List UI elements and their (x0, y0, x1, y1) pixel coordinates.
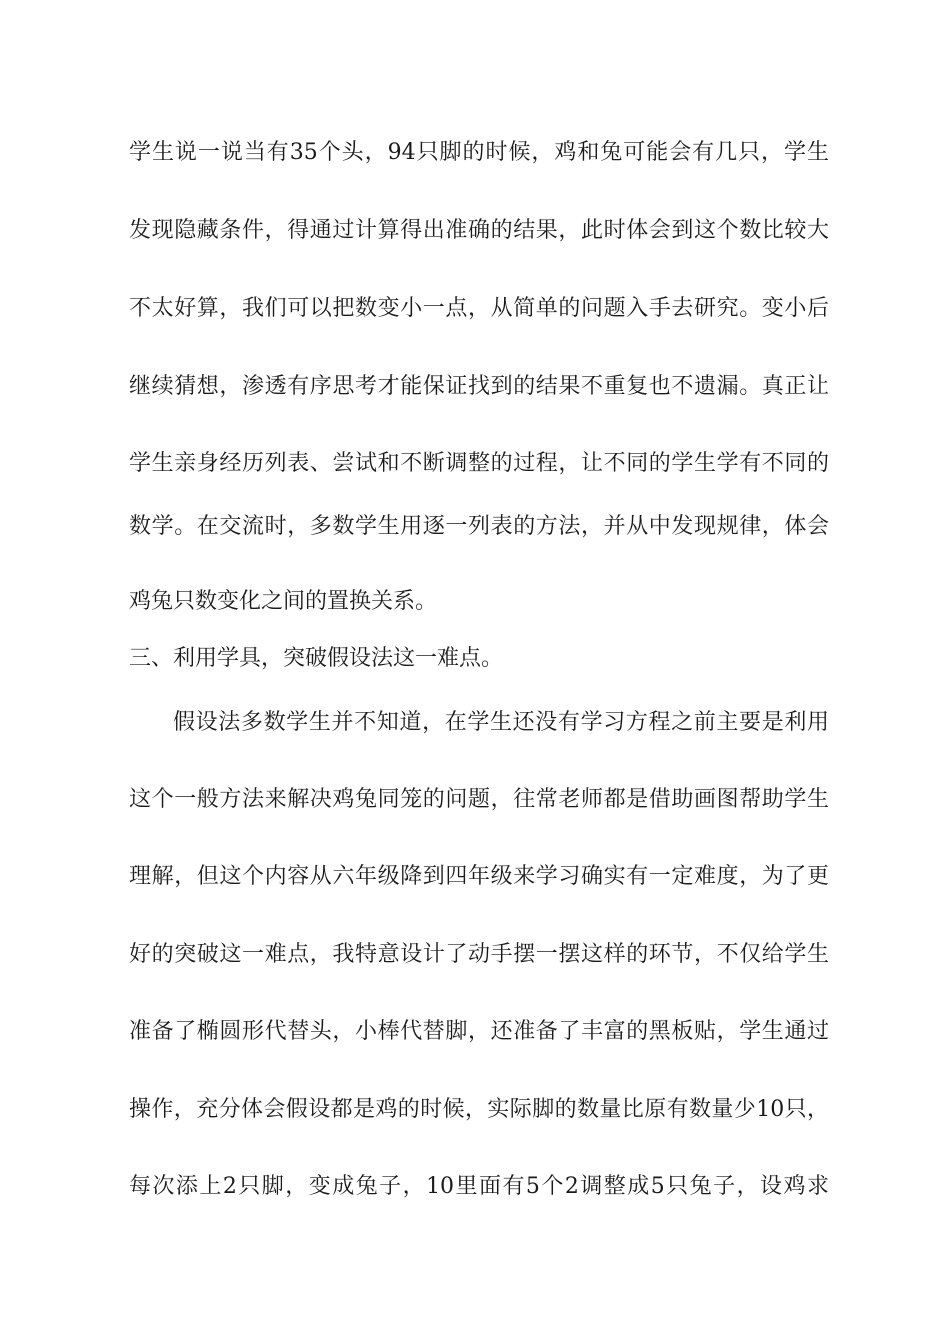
paragraph-line-3: 不太好算，我们可以把数变小一点，从简单的问题入手去研究。变小后 (129, 296, 829, 321)
paragraph-line-2: 发现隐藏条件，得通过计算得出准确的结果，此时体会到这个数比较大 (129, 218, 829, 243)
paragraph-line-4: 继续猜想，渗透有序思考才能保证找到的结果不重复也不遗漏。真正让 (129, 374, 829, 399)
paragraph-line-6: 数学。在交流时，多数学生用逐一列表的方法，并从中发现规律，体会 (129, 514, 829, 539)
paragraph-line-1: 学生说一说当有35个头，94只脚的时候，鸡和兔可能会有几只，学生 (129, 140, 829, 165)
section-heading: 三、利用学具，突破假设法这一难点。 (129, 646, 504, 671)
paragraph-line-15: 每次添上2只脚，变成兔子，10里面有5个2调整成5只兔子，设鸡求 (129, 1174, 829, 1199)
paragraph-line-11: 理解，但这个内容从六年级降到四年级来学习确实有一定难度，为了更 (129, 864, 829, 889)
paragraph-line-13: 准备了椭圆形代替头，小棒代替脚，还准备了丰富的黑板贴，学生通过 (129, 1019, 829, 1044)
paragraph-line-7: 鸡兔只数变化之间的置换关系。 (129, 589, 438, 614)
paragraph-line-12: 好的突破这一难点，我特意设计了动手摆一摆这样的环节，不仅给学生 (129, 942, 829, 967)
paragraph-line-14: 操作，充分体会假设都是鸡的时候，实际脚的数量比原有数量少10只， (129, 1097, 829, 1122)
paragraph-line-10: 这个一般方法来解决鸡兔同笼的问题，往常老师都是借助画图帮助学生 (129, 787, 829, 812)
paragraph-line-9: 假设法多数学生并不知道，在学生还没有学习方程之前主要是利用 (173, 710, 829, 735)
paragraph-line-5: 学生亲身经历列表、尝试和不断调整的过程，让不同的学生学有不同的 (129, 451, 829, 476)
